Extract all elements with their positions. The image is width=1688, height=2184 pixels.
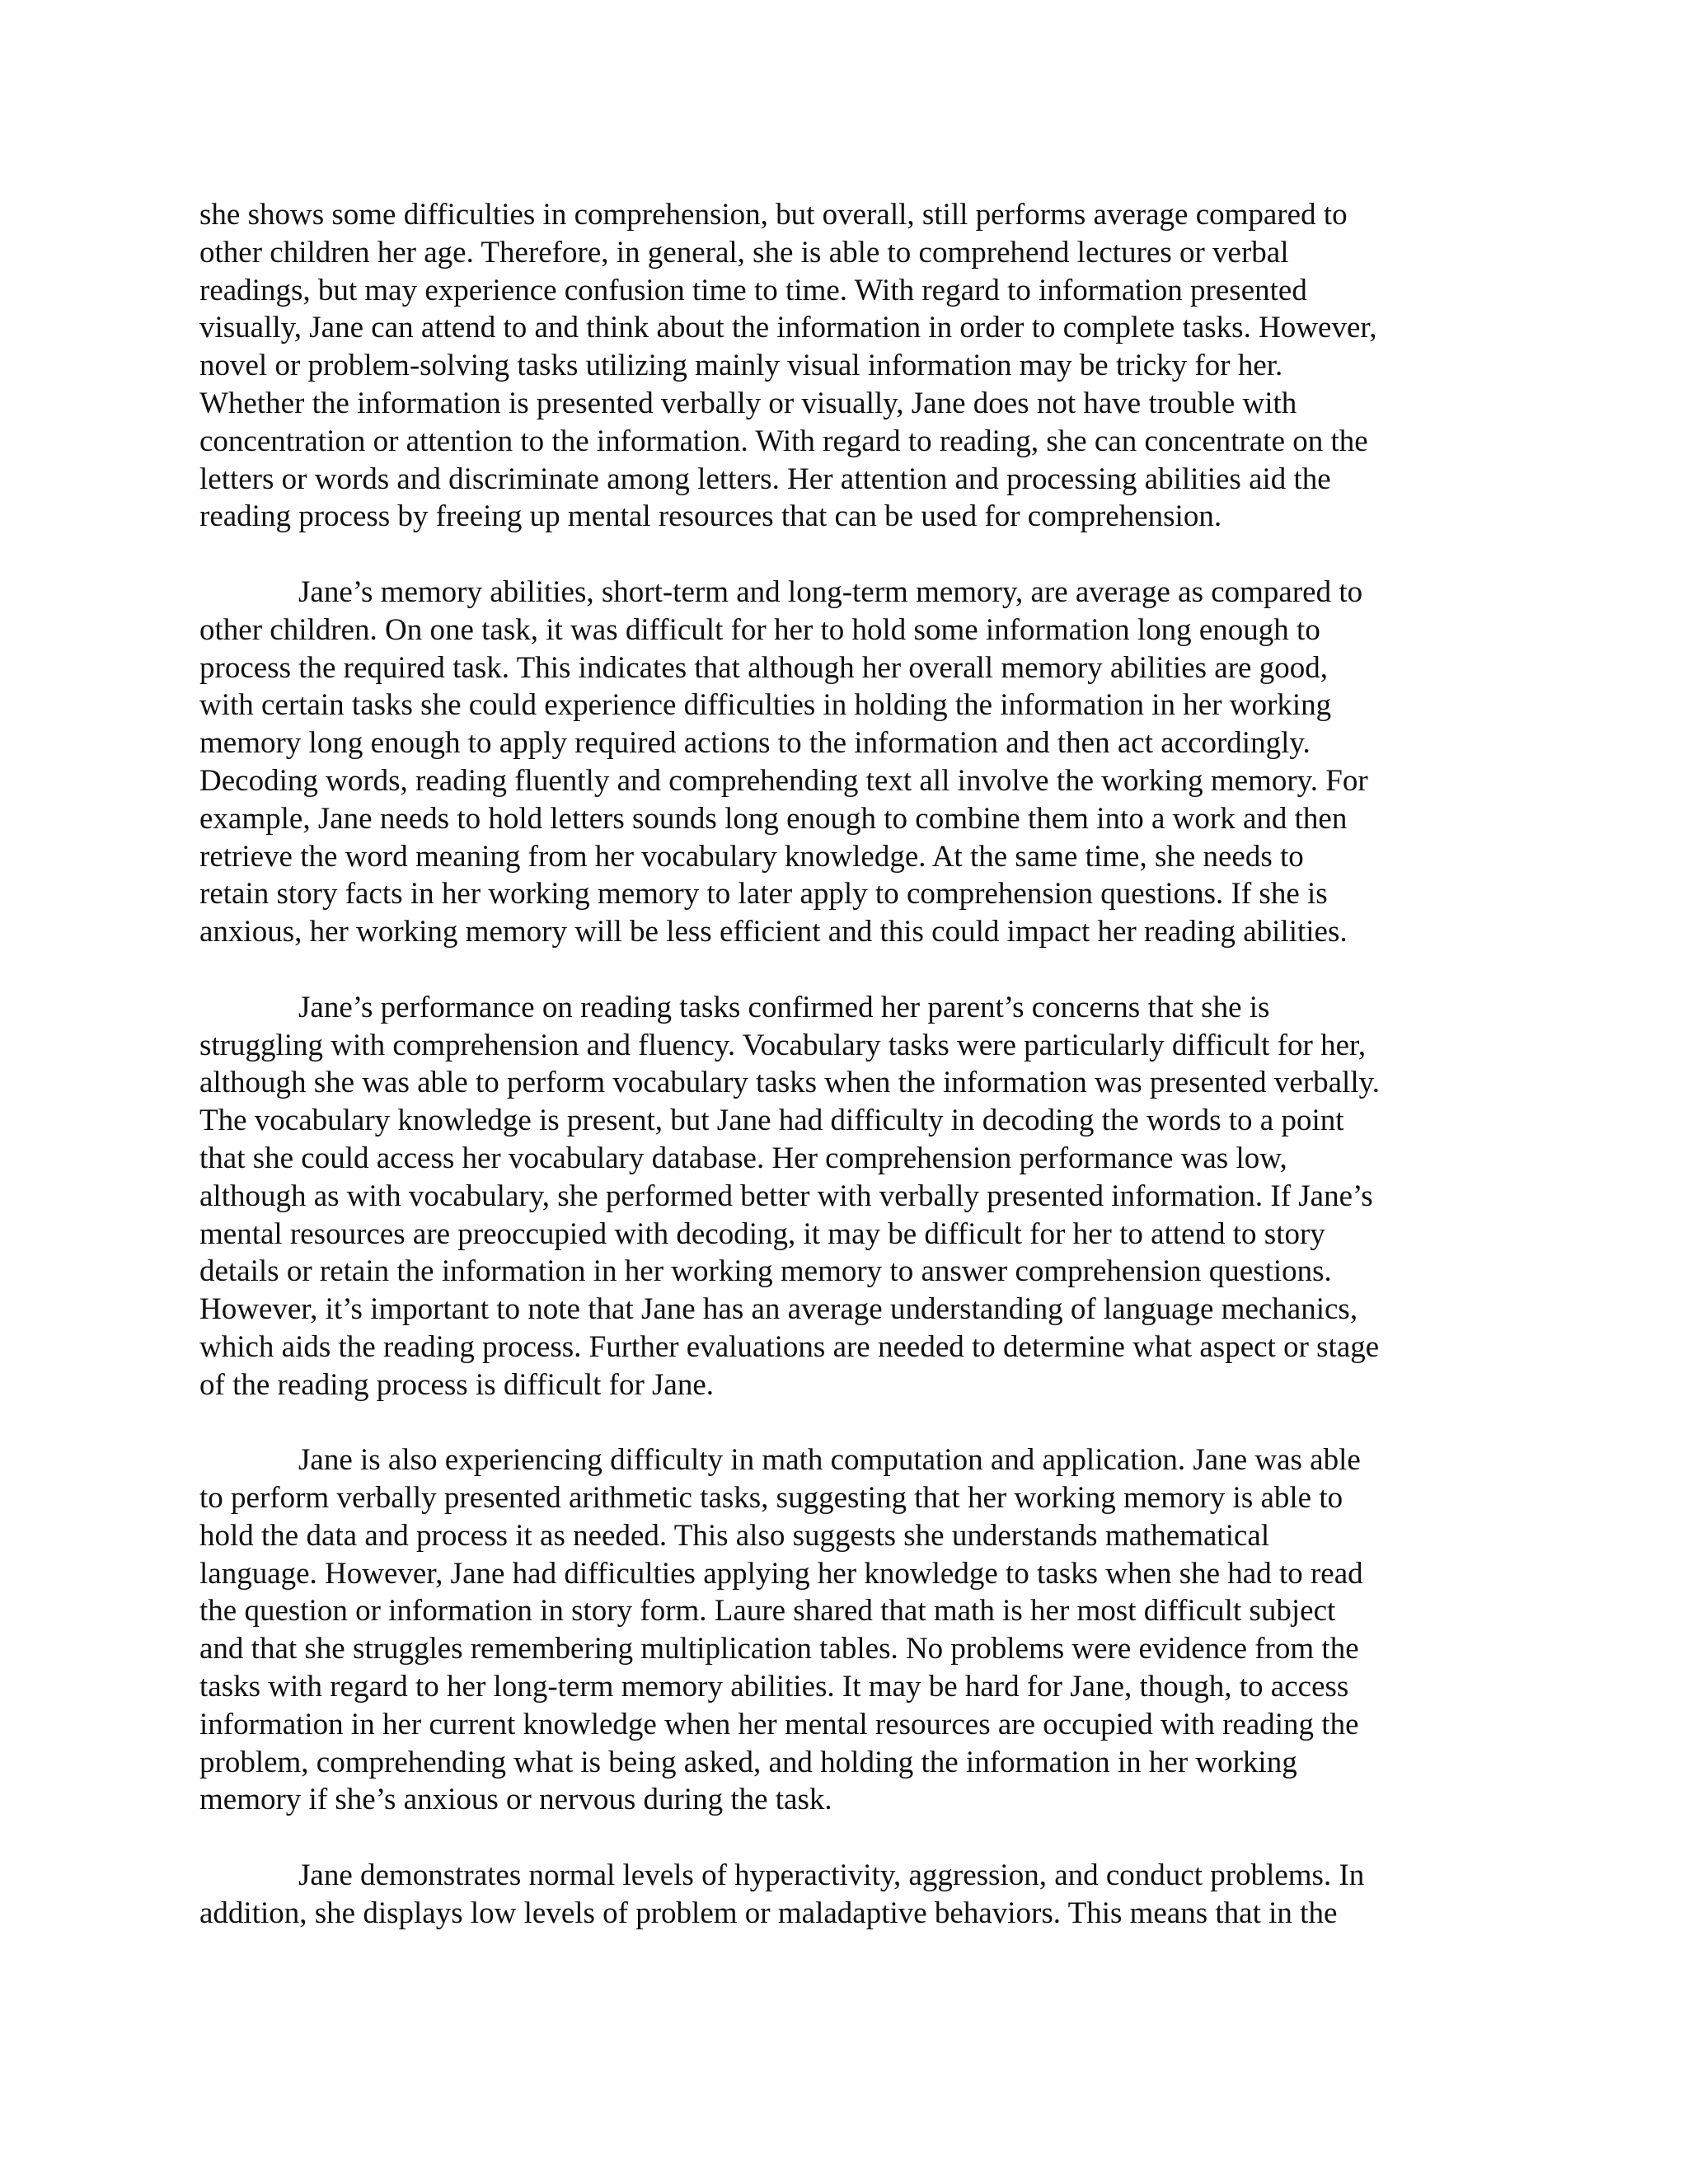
text-line: which aids the reading process. Further evaluations are needed to determine what aspect or stage	[199, 1329, 1380, 1364]
paragraph	[199, 196, 1502, 536]
text-line: and that she struggles remembering multiplication tables. No problems were evidence from the	[199, 1632, 1359, 1666]
text-line: process the required task. This indicates that although her overall memory abilities are good,	[199, 650, 1328, 685]
paragraph	[199, 989, 1502, 1404]
text-line: mental resources are preoccupied with decoding, it may be difficult for her to attend to story	[199, 1216, 1325, 1251]
text-line: details or retain the information in her working memory to answer comprehension questions.	[199, 1254, 1332, 1289]
text-line: of the reading process is difficult for Jane.	[199, 1367, 715, 1402]
text-line: concentration or attention to the information. With regard to reading, she can concentrate on the	[199, 424, 1368, 458]
text-line: However, it’s important to note that Jane has an average understanding of language mechanics,	[199, 1292, 1358, 1327]
text-line: Decoding words, reading fluently and comprehending text all involve the working memory. For	[199, 763, 1368, 798]
text-line: to perform verbally presented arithmetic tasks, suggesting that her working memory is able to	[199, 1481, 1343, 1516]
text-line: that she could access her vocabulary database. Her comprehension performance was low,	[199, 1141, 1287, 1175]
text-line: she shows some difficulties in comprehension, but overall, still performs average compared to	[199, 198, 1348, 232]
paragraph	[199, 1441, 1502, 1819]
text-line: reading process by freeing up mental resources that can be used for comprehension.	[199, 499, 1222, 534]
text-line: The vocabulary knowledge is present, but Jane had difficulty in decoding the words to a point	[199, 1104, 1344, 1138]
text-line: with certain tasks she could experience difficulties in holding the information in her working	[199, 688, 1332, 723]
text-line: memory long enough to apply required actions to the information and then act accordingly.	[199, 726, 1311, 761]
text-line: information in her current knowledge when her mental resources are occupied with reading the	[199, 1707, 1359, 1741]
text-line: other children her age. Therefore, in general, she is able to comprehend lectures or verbal	[199, 235, 1289, 269]
text-line: memory if she’s anxious or nervous during the task.	[199, 1783, 832, 1817]
text-line: Jane’s performance on reading tasks confirmed her parent’s concerns that she is	[298, 990, 1270, 1024]
text-line: retain story facts in her working memory to later apply to comprehension questions. If she is	[199, 877, 1328, 912]
text-line: Whether the information is presented verbally or visually, Jane does not have trouble with	[199, 386, 1297, 420]
paragraph	[199, 574, 1502, 951]
text-line: example, Jane needs to hold letters sounds long enough to combine them into a work and then	[199, 801, 1348, 836]
text-line: although she was able to perform vocabulary tasks when the information was presented verbally.	[199, 1066, 1380, 1100]
text-line: hold the data and process it as needed. This also suggests she understands mathematical	[199, 1518, 1270, 1553]
text-line: struggling with comprehension and fluency. Vocabulary tasks were particularly difficult for her,	[199, 1028, 1367, 1062]
text-line: the question or information in story form. Laure shared that math is her most difficult subject	[199, 1594, 1336, 1629]
paragraph	[199, 1857, 1502, 1933]
text-line: retrieve the word meaning from her vocabulary knowledge. At the same time, she needs to	[199, 839, 1304, 874]
text-line: Jane demonstrates normal levels of hyperactivity, aggression, and conduct problems. In	[298, 1858, 1365, 1893]
document-body	[199, 196, 1502, 1970]
text-line: tasks with regard to her long-term memory abilities. It may be hard for Jane, though, to access	[199, 1670, 1349, 1704]
text-line: Jane is also experiencing difficulty in math computation and application. Jane was able	[298, 1443, 1361, 1478]
text-line: language. However, Jane had difficulties applying her knowledge to tasks when she had to read	[199, 1556, 1363, 1591]
text-line: visually, Jane can attend to and think about the information in order to complete tasks. However,	[199, 311, 1377, 345]
text-line: other children. On one task, it was difficult for her to hold some information long enough to	[199, 612, 1320, 647]
text-line: Jane’s memory abilities, short-term and long-term memory, are average as compared to	[298, 574, 1363, 609]
text-line: letters or words and discriminate among letters. Her attention and processing abilities aid the	[199, 462, 1331, 496]
text-line: problem, comprehending what is being asked, and holding the information in her working	[199, 1745, 1297, 1779]
text-line: novel or problem-solving tasks utilizing mainly visual information may be tricky for her.	[199, 349, 1283, 383]
text-line: anxious, her working memory will be less efficient and this could impact her reading abilities.	[199, 915, 1348, 949]
text-line: readings, but may experience confusion time to time. With regard to information presented	[199, 273, 1307, 307]
text-line: addition, she displays low levels of problem or maladaptive behaviors. This means that in the	[199, 1896, 1338, 1930]
text-line: although as with vocabulary, she performed better with verbally presented information. If Jane’s	[199, 1179, 1373, 1213]
